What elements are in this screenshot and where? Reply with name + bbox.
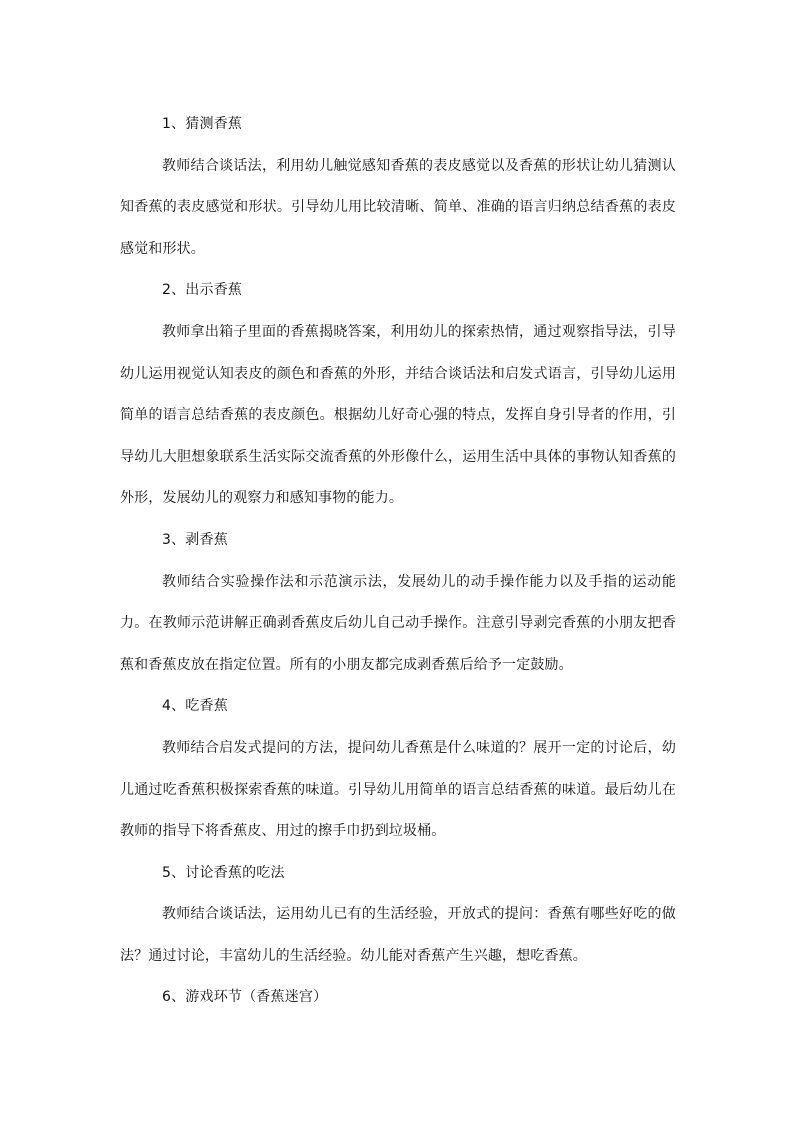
section-paragraph-3: 教师结合实验操作法和示范演示法，发展幼儿的动手操作能力以及手指的运动能力。在教师示范讲解正确剥香蕉皮后幼儿自己动手操作。注意引导剥完香蕉的小朋友把香蕉和香蕉皮放在指定位置。所有的小朋友都完成剥香蕉后给予一定鼓励。 [120, 573, 676, 673]
section-paragraph-1: 教师结合谈话法，利用幼儿触觉感知香蕉的表皮感觉以及香蕉的形状让幼儿猜测认知香蕉的表皮感觉和形状。引导幼儿用比较清晰、简单、准确的语言归纳总结香蕉的表皮感觉和形状。 [120, 157, 676, 257]
section-heading-4: 4、吃香蕉 [162, 698, 228, 715]
section-heading-3: 3、剥香蕉 [162, 531, 228, 548]
section-heading-2: 2、出示香蕉 [162, 282, 243, 299]
section-paragraph-4: 教师结合启发式提问的方法，提问幼儿香蕉是什么味道的？展开一定的讨论后，幼儿通过吃香蕉积极探索香蕉的味道。引导幼儿用简单的语言总结香蕉的味道。最后幼儿在教师的指导下将香蕉皮、用过的擦手巾扔到垃圾桶。 [120, 739, 676, 840]
section-heading-6: 6、游戏环节（香蕉迷宫） [162, 989, 328, 1006]
section-paragraph-5: 教师结合谈话法，运用幼儿已有的生活经验，开放式的提问：香蕉有哪些好吃的做法？通过讨论，丰富幼儿的生活经验。幼儿能对香蕉产生兴趣，想吃香蕉。 [120, 906, 676, 964]
document-body [120, 104, 676, 1019]
section-paragraph-2: 教师拿出箱子里面的香蕉揭晓答案，利用幼儿的探索热情，通过观察指导法，引导幼儿运用视觉认知表皮的颜色和香蕉的外形，并结合谈话法和启发式语言，引导幼儿运用简单的语言总结香蕉的表皮颜色。根据幼儿好奇心强的特点，发挥自身引导者的作用，引导幼儿大胆想象联系生活实际交流香蕉的外形像什么，运用生活中具体的事物认知香蕉的外形，发展幼儿的观察力和感知事物的能力。 [120, 323, 676, 507]
section-heading-1: 1、猜测香蕉 [162, 116, 243, 132]
section-heading-5: 5、讨论香蕉的吃法 [162, 864, 285, 881]
